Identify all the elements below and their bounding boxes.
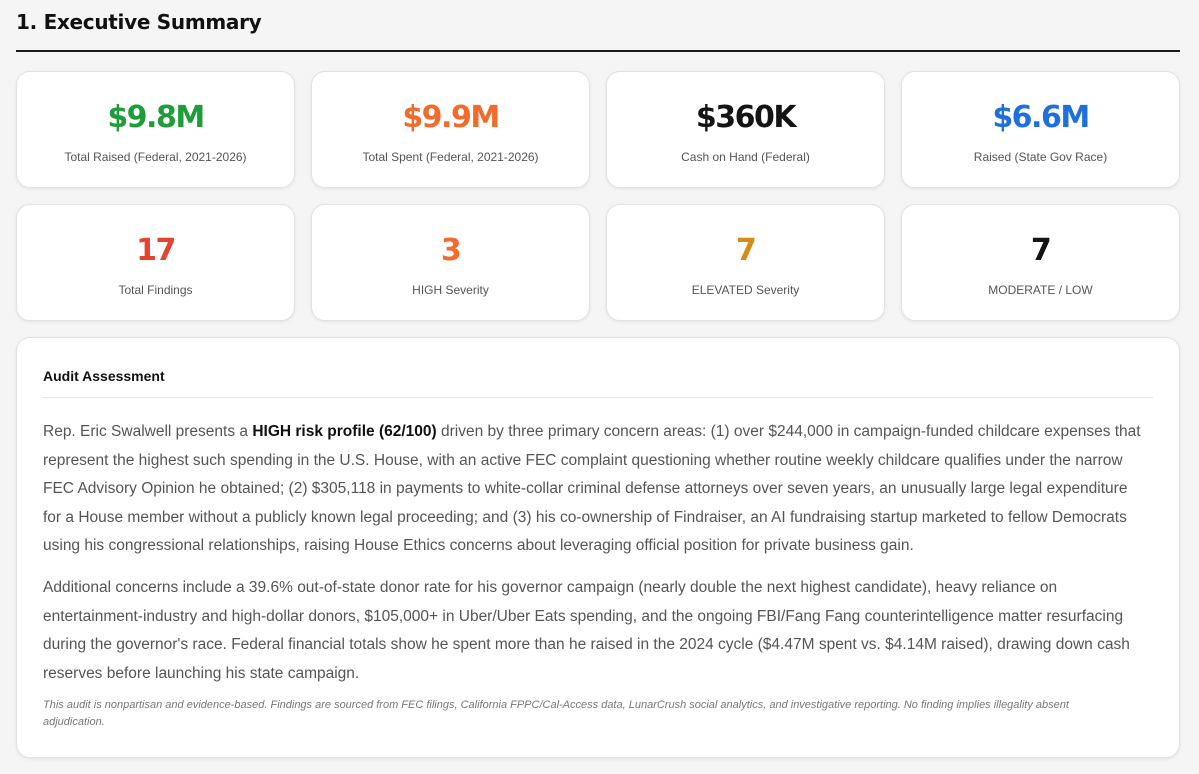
stat-label: HIGH Severity — [412, 283, 489, 297]
stat-card-moderate-low — [901, 204, 1180, 321]
stat-value: 7 — [735, 233, 756, 268]
stat-value: $6.6M — [992, 100, 1089, 135]
stat-card-total-findings — [16, 204, 295, 321]
section-divider — [16, 50, 1180, 52]
paragraph-text: Rep. Eric Swalwell presents a — [43, 423, 253, 440]
stat-value: $9.8M — [107, 100, 204, 135]
disclaimer-note: This audit is nonpartisan and evidence-based. Findings are sourced from FEC filings, California FPPC/Cal-Access data, LunarCrush social analytics, and investigative reporting. No finding implies illegality absent adjudication. — [43, 699, 1069, 728]
stat-label: ELEVATED Severity — [691, 283, 800, 297]
stat-card-total-spent — [311, 71, 590, 188]
stat-label: Raised (State Gov Race) — [973, 150, 1108, 164]
stat-value: 7 — [1030, 233, 1051, 268]
stat-label: Cash on Hand (Federal) — [681, 150, 810, 164]
risk-profile-highlight: HIGH risk profile (62/100) — [252, 423, 437, 440]
stat-value: $360K — [695, 100, 796, 135]
stat-value: $9.9M — [402, 100, 499, 135]
section-title: 1. Executive Summary — [16, 10, 262, 34]
stat-card-state-raised — [901, 71, 1180, 188]
stat-card-high-severity — [311, 204, 590, 321]
paragraph-text: driven by three primary concern areas: (1) over $244,000 in campaign-funded childcare expenses that represent the highest such spending in the U.S. House, with an active FEC complaint questioning whether routine weekly childcare qualifies under the narrow FEC Advisory Opinion he obtained; (2) $305,118 in payments to white-collar criminal defense attorneys over seven years, an unusually large legal expenditure for a House member without a publicly known legal proceeding; and (3) his co-ownership of Findraiser, an AI fundraising startup marketed to fellow Democrats using his congressional relationships, raising House Ethics concerns about leveraging official position for private business gain. — [43, 423, 1141, 554]
audit-assessment-panel — [16, 337, 1180, 758]
stat-card-elevated-severity — [606, 204, 885, 321]
audit-assessment-heading: Audit Assessment — [43, 368, 165, 384]
stat-value: 17 — [136, 233, 175, 268]
stat-card-cash-on-hand — [606, 71, 885, 188]
heading-divider — [43, 397, 1153, 398]
stat-label: MODERATE / LOW — [988, 283, 1093, 297]
assessment-paragraph-2: Additional concerns include a 39.6% out-of-state donor rate for his governor campaign (nearly double the next highest candidate), heavy reliance on entertainment-industry and high-dollar donors, $105,000+ in Uber/Uber Eats spending, and the ongoing FBI/Fang Fang counterintelligence matter resurfacing during the governor's race. Federal financial totals show he spent more than he raised in the 2024 cycle ($4.47M spent vs. $4.14M raised), drawing down cash reserves before launching his state campaign. — [43, 579, 1130, 682]
stat-label: Total Spent (Federal, 2021-2026) — [362, 150, 539, 164]
assessment-paragraph-1 — [43, 418, 1143, 561]
stat-value: 3 — [440, 233, 461, 268]
stat-label: Total Findings — [118, 283, 193, 297]
stat-label: Total Raised (Federal, 2021-2026) — [64, 150, 247, 164]
stat-card-total-raised — [16, 71, 295, 188]
